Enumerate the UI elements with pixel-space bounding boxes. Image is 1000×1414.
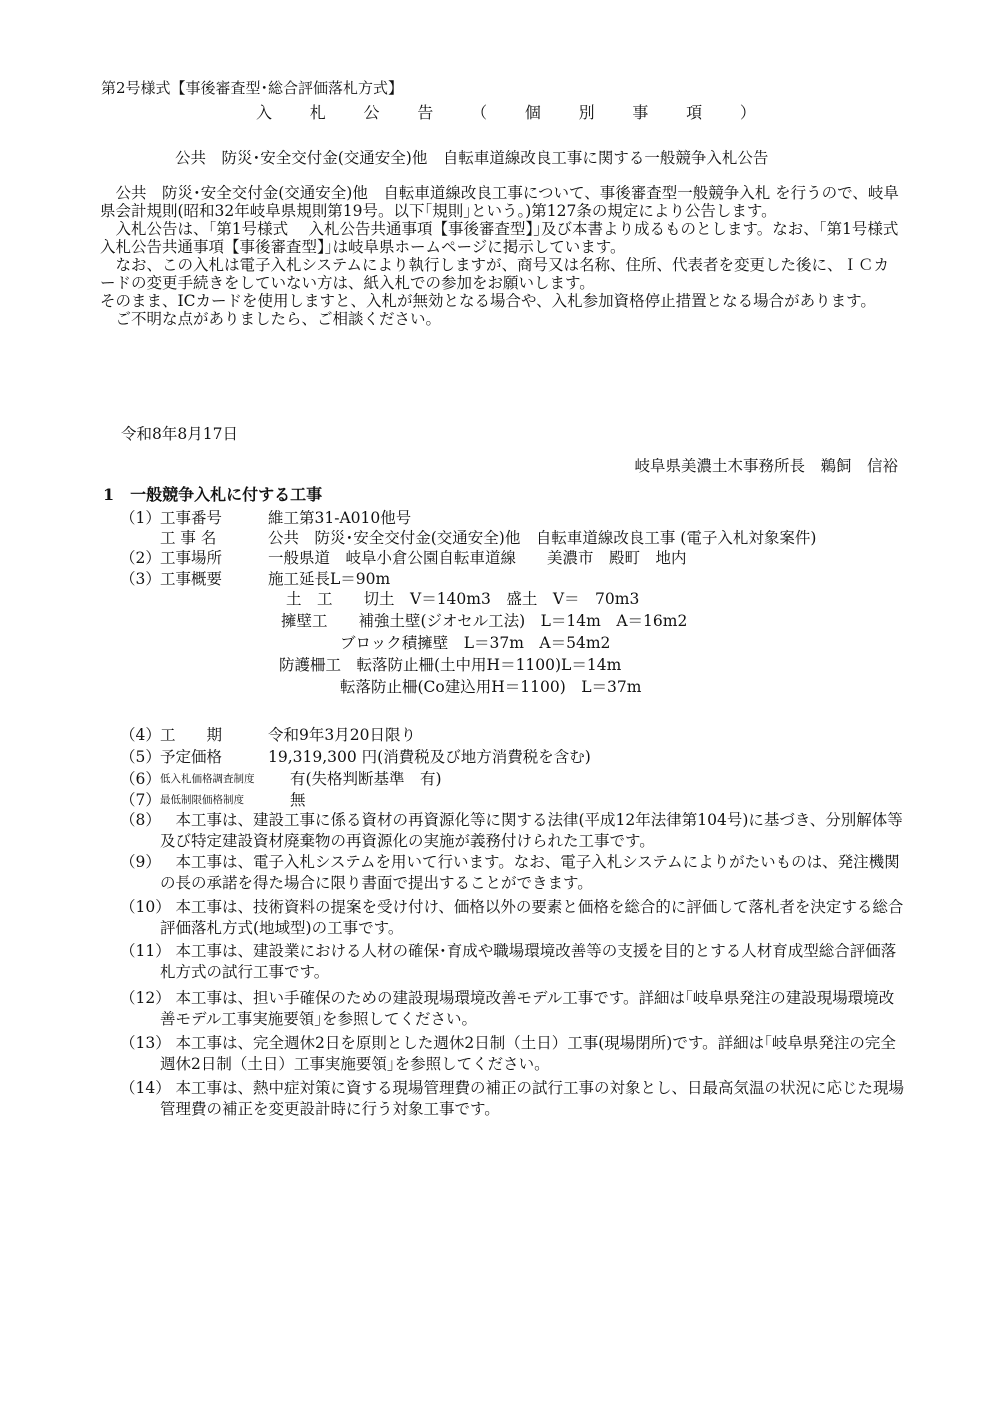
item-label: 工 期 (160, 726, 223, 744)
intro-paragraph-4: そのまま、ICカードを使用しますと、入札が無効となる場合や、入札参加資格停止措置となる場合があります。 (100, 292, 876, 310)
item-number: （3） (120, 570, 161, 588)
item-label: 工 事 名 (160, 529, 217, 547)
item-number: （6） (120, 770, 161, 788)
section-1-title: 1 一般競争入札に付する工事 (103, 485, 323, 504)
title-char: 札 (309, 103, 326, 122)
item-number: （12） (120, 989, 171, 1007)
item-label: 予定価格 (160, 748, 223, 766)
item-value: 公共 防災･安全交付金(交通安全)他 自転車道線改良工事 (電子入札対象案件) (268, 529, 817, 547)
item-paragraph: 本工事は、建設業における人材の確保･育成や職場環境改善等の支援を目的とする人材育成型総合評価落札方式の試行工事です。 (160, 942, 897, 981)
item-number: （7） (120, 791, 161, 809)
document-subtitle: 公共 防災･安全交付金(交通安全)他 自転車道線改良工事に関する一般競争入札公告 (175, 149, 769, 167)
overview-line: 防護柵工 転落防止柵(土中用H＝1100)L＝14m (279, 656, 622, 674)
item-number: （2） (120, 549, 161, 567)
document-title (256, 103, 756, 123)
intro-paragraph-3: なお、この入札は電子入札システムにより執行しますが、商号又は名称、住所、代表者を変更した後に、ＩＣカードの変更手続きをしていない方は、紙入札での参加をお願いします。 (100, 256, 889, 292)
item-paragraph: 本工事は、担い手確保のための建設現場環境改善モデル工事です。詳細は｢岐阜県発注の建設現場環境改善モデル工事実施要領｣を参照してください。 (160, 989, 895, 1028)
notice-date: 令和8年8月17日 (121, 425, 238, 443)
item-number: （9） (120, 853, 161, 871)
item-value: 有(失格判断基準 有) (290, 770, 442, 788)
item-number: （5） (120, 748, 161, 766)
item-label: 低入札価格調査制度 (160, 773, 255, 785)
item-value: 一般県道 岐阜小倉公園自転車道線 美濃市 殿町 地内 (268, 549, 687, 567)
item-value: 無 (290, 791, 306, 809)
intro-paragraph-2: 入札公告は、｢第1号様式 入札公告共通事項【事後審査型】｣及び本書より成るものとします。なお、｢第1号様式 入札公告共通事項【事後審査型】｣は岐阜県ホームページに掲示しています。 (100, 220, 919, 256)
item-number: （14） (120, 1079, 171, 1097)
item-paragraph: 本工事は、熱中症対策に資する現場管理費の補正の試行工事の対象とし、日最高気温の状況に応じた現場管理費の補正を変更設計時に行う対象工事です。 (160, 1079, 905, 1118)
title-char: 項 (686, 103, 703, 122)
item-number: （10） (120, 898, 171, 916)
item-number: （1） (120, 509, 161, 527)
overview-line: 転落防止柵(Co建込用H＝1100) L＝37m (340, 678, 642, 696)
item-number: （11） (120, 942, 171, 960)
item-value: 維工第31-A010他号 (268, 509, 412, 527)
item-number: （4） (120, 726, 161, 744)
issuer-name: 岐阜県美濃土木事務所長 鵜飼 信裕 (634, 457, 898, 475)
title-char: ） (739, 103, 756, 122)
title-char: 公 (363, 103, 380, 122)
item-value: 施工延長L＝90m (268, 570, 391, 588)
title-char: 別 (578, 103, 595, 122)
overview-line: ブロック積擁壁 L＝37m A＝54m2 (340, 634, 611, 652)
title-char: 入 (256, 103, 273, 122)
item-paragraph: 本工事は、技術資料の提案を受け付け、価格以外の要素と価格を総合的に評価して落札者を決定する総合評価落札方式(地域型)の工事です。 (160, 898, 904, 937)
item-value: 令和9年3月20日限り (268, 726, 416, 744)
intro-paragraph-1: 公共 防災･安全交付金(交通安全)他 自転車道線改良工事について、事後審査型一般競争入札 を行うので、岐阜県会計規則(昭和32年岐阜県規則第19号。以下｢規則｣という。)第127条の規定により公告します。 (100, 184, 899, 220)
item-label: 最低制限価格制度 (160, 794, 244, 806)
item-label: 工事場所 (160, 549, 223, 567)
overview-line: 土 工 切土 V＝140m3 盛土 V＝ 70m3 (286, 590, 640, 608)
intro-block (100, 184, 919, 328)
item-paragraph: 本工事は、建設工事に係る資材の再資源化等に関する法律(平成12年法律第104号)に基づき、分別解体等及び特定建設資材廃棄物の再資源化の実施が義務付けられた工事です。 (160, 811, 903, 850)
item-number: （13） (120, 1034, 171, 1052)
title-char: 告 (417, 103, 434, 122)
item-value: 19,319,300 円(消費税及び地方消費税を含む) (268, 748, 591, 766)
title-char: （ (471, 103, 488, 122)
intro-paragraph-5: ご不明な点がありましたら、ご相談ください。 (115, 310, 442, 328)
item-label: 工事概要 (160, 570, 223, 588)
overview-line: 擁壁工 補強土壁(ジオセル工法) L＝14m A＝16m2 (281, 612, 688, 630)
item-paragraph: 本工事は、電子入札システムを用いて行います。なお、電子入札システムによりがたいものは、発注機関の長の承諾を得た場合に限り書面で提出することができます。 (160, 853, 900, 892)
title-char: 事 (632, 103, 649, 122)
form-label: 第2号様式【事後審査型･総合評価落札方式】 (101, 79, 404, 97)
item-label: 工事番号 (160, 509, 223, 527)
item-paragraph: 本工事は、完全週休2日を原則とした週休2日制（土日）工事(現場閉所)です。詳細は｢岐阜県発注の完全週休2日制（土日）工事実施要領｣を参照してください。 (160, 1034, 896, 1073)
item-number: （8） (120, 811, 161, 829)
title-char: 個 (524, 103, 541, 122)
